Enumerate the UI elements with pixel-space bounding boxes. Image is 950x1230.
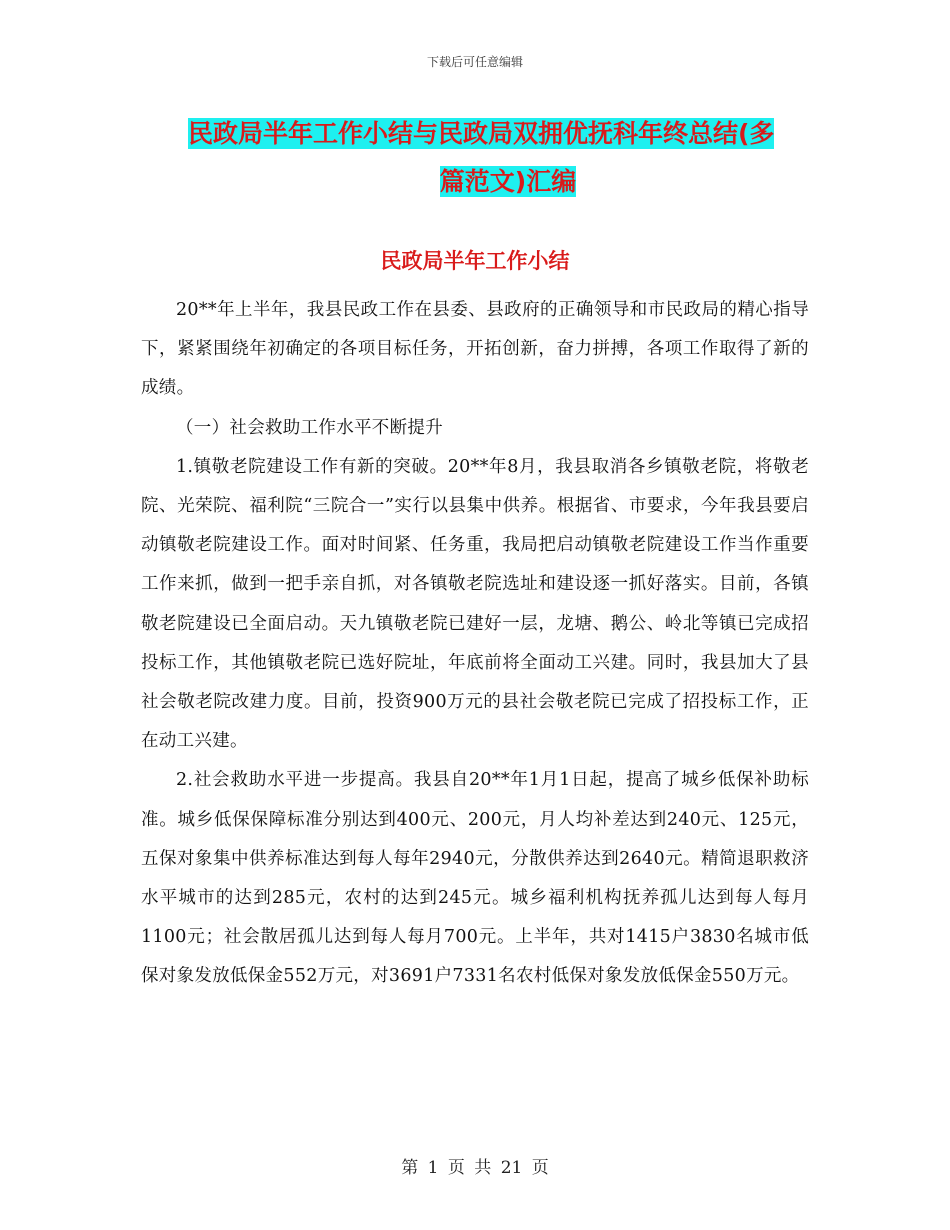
document-body bbox=[141, 291, 809, 997]
header-note: 下载后可任意编辑 bbox=[426, 55, 523, 69]
page-footer: 第 1 页 共 21 页 bbox=[401, 1158, 549, 1178]
paragraph-subheading: （一）社会救助工作水平不断提升 bbox=[176, 417, 443, 438]
paragraph-item-2: 2.社会救助水平进一步提高。我县自20**年1月1日起，提高了城乡低保补助标准。城乡低保保障标准分别达到400元、200元，月人均补差达到240元、125元，五保对象集中供养标准达到每人每年2940元，分散供养达到2640元。精简退职救济水平城市的达到285元，农村的达到245元。城乡福利机构抚养孤儿达到每人每月1100元；社会散居孤儿达到每人每月700元。上半年，共对1415户3830名城市低保对象发放低保金552万元，对3691户7331名农村低保对象发放低保金550万元。 bbox=[141, 770, 809, 987]
document-title bbox=[188, 110, 818, 206]
paragraph-intro: 20**年上半年，我县民政工作在县委、县政府的正确领导和市民政局的精心指导下，紧紧围绕年初确定的各项目标任务，开拓创新，奋力拼搏，各项工作取得了新的成绩。 bbox=[141, 300, 809, 399]
document-title-line-2: 篇范文)汇编 bbox=[439, 167, 577, 196]
section-title: 民政局半年工作小结 bbox=[380, 249, 570, 273]
paragraph-item-1: 1.镇敬老院建设工作有新的突破。20**年8月，我县取消各乡镇敬老院，将敬老院、光荣院、福利院“三院合一”实行以县集中供养。根据省、市要求，今年我县要启动镇敬老院建设工作。面对时间紧、任务重，我局把启动镇敬老院建设工作当作重要工作来抓，做到一把手亲自抓，对各镇敬老院选址和建设逐一抓好落实。目前，各镇敬老院建设已全面启动。天九镇敬老院已建好一层，龙塘、鹅公、岭北等镇已完成招投标工作，其他镇敬老院已选好院址，年底前将全面动工兴建。同时，我县加大了县社会敬老院改建力度。目前，投资900万元的县社会敬老院已完成了招投标工作，正在动工兴建。 bbox=[141, 456, 809, 752]
document-title-line-1: 民政局半年工作小结与民政局双拥优抚科年终总结(多 bbox=[188, 119, 775, 148]
